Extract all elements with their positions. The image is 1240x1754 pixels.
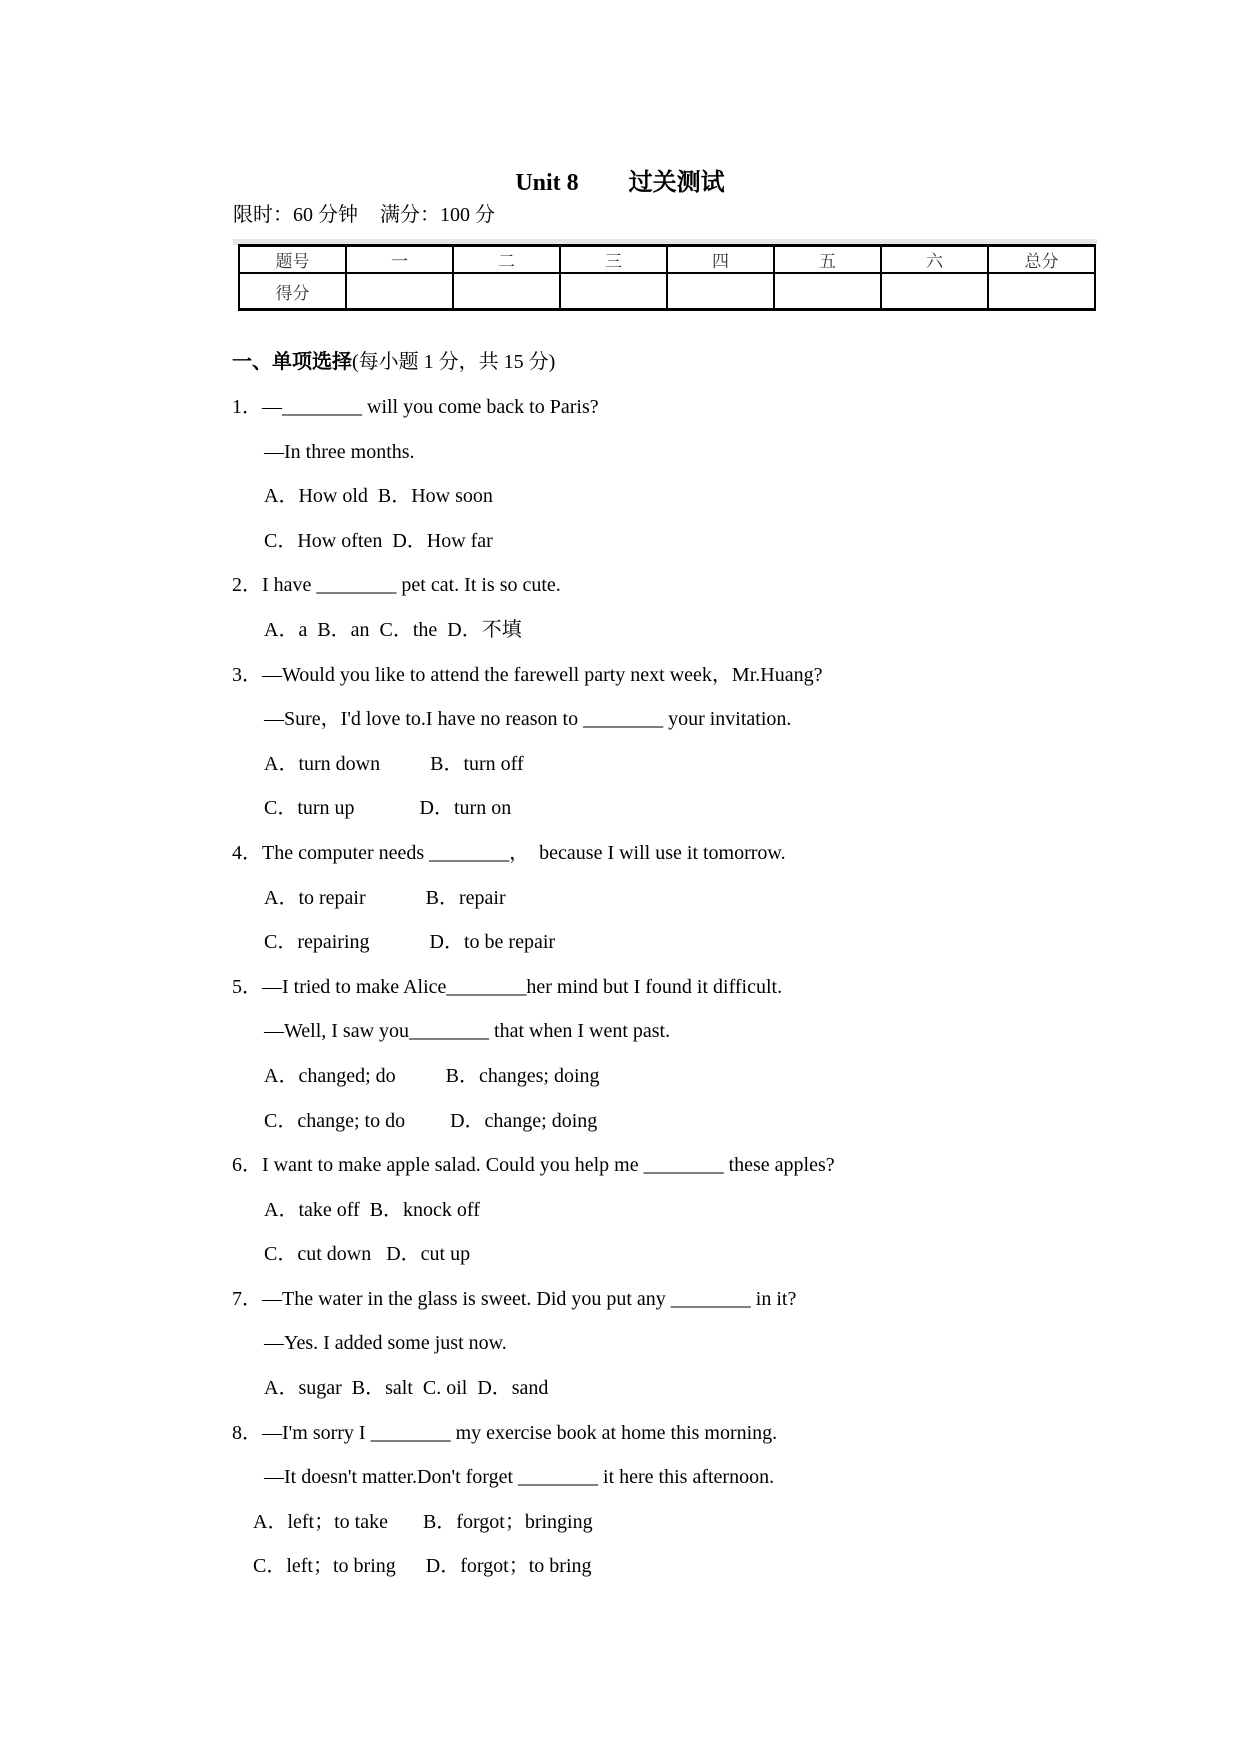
time-limit: 限时：60 分钟 <box>233 204 358 226</box>
score-input-cell[interactable] <box>453 273 560 310</box>
score-table <box>238 244 1096 311</box>
question-5-options-cd: C．change; to do D．change; doing <box>264 1109 598 1132</box>
section-heading-title: 一、单项选择 <box>232 351 352 373</box>
score-cell-header: 总分 <box>988 246 1095 274</box>
score-cell-header: 六 <box>881 246 988 274</box>
question-2-stem: 2．I have ________ pet cat. It is so cute. <box>232 574 561 597</box>
test-title: 过关测试 <box>628 170 725 196</box>
question-1-options-cd: C．How often D．How far <box>264 529 493 552</box>
score-cell-header: 二 <box>453 246 560 274</box>
score-table-score-row <box>239 273 1095 310</box>
score-table-header-row <box>239 246 1095 274</box>
question-3-options-cd: C．turn up D．turn on <box>264 797 512 820</box>
question-8-options-ab: A．left；to take B．forgot；bringing <box>253 1510 593 1533</box>
question-7-reply: —Yes. I added some just now. <box>264 1332 507 1355</box>
question-3-reply: —Sure，I'd love to.I have no reason to ________ your invitation. <box>264 708 792 731</box>
score-input-cell[interactable] <box>774 273 881 310</box>
question-8-stem: 8．—I'm sorry I ________ my exercise book at home this morning. <box>232 1421 778 1444</box>
question-1-reply: —In three months. <box>264 440 415 463</box>
question-3-options-ab: A．turn down B．turn off <box>264 752 524 775</box>
score-input-cell[interactable] <box>667 273 774 310</box>
full-score: 满分：100 分 <box>380 204 495 226</box>
score-cell-header: 题号 <box>239 246 346 274</box>
score-input-cell[interactable] <box>988 273 1095 310</box>
question-5-stem: 5．—I tried to make Alice________her mind but I found it difficult. <box>232 975 783 998</box>
question-3-stem: 3．—Would you like to attend the farewell party next week，Mr.Huang? <box>232 663 823 686</box>
score-cell-header: 一 <box>346 246 453 274</box>
question-8-reply: —It doesn't matter.Don't forget ________ it here this afternoon. <box>264 1466 775 1489</box>
question-5-reply: —Well, I saw you________ that when I went past. <box>264 1020 671 1043</box>
score-input-cell[interactable] <box>560 273 667 310</box>
question-6-options-ab: A．take off B．knock off <box>264 1198 480 1221</box>
unit-label: Unit 8 <box>515 170 579 196</box>
page-title <box>0 162 1240 197</box>
score-input-cell[interactable] <box>881 273 988 310</box>
question-5-options-ab: A．changed; do B．changes; doing <box>264 1064 600 1087</box>
question-4-options-ab: A．to repair B．repair <box>264 886 506 909</box>
question-4-options-cd: C．repairing D．to be repair <box>264 931 556 954</box>
score-cell-header: 三 <box>560 246 667 274</box>
section-heading <box>232 348 835 376</box>
score-row-label: 得分 <box>239 273 346 310</box>
section-heading-note: (每小题 1 分，共 15 分) <box>352 351 556 373</box>
question-1-stem: 1．—________ will you come back to Paris? <box>232 396 599 418</box>
question-1-options-ab: A．How old B．How soon <box>264 485 493 508</box>
score-cell-header: 四 <box>667 246 774 274</box>
question-4-stem: 4．The computer needs ________， because I will use it tomorrow. <box>232 841 786 864</box>
score-cell-header: 五 <box>774 246 881 274</box>
score-input-cell[interactable] <box>346 273 453 310</box>
question-7-options: A．sugar B．salt C. oil D．sand <box>264 1377 549 1400</box>
question-7-stem: 7．—The water in the glass is sweet. Did you put any ________ in it? <box>232 1287 797 1310</box>
question-8-options-cd: C．left；to bring D．forgot；to bring <box>253 1555 592 1578</box>
question-section <box>232 348 835 1597</box>
question-6-stem: 6．I want to make apple salad. Could you help me ________ these apples? <box>232 1154 835 1177</box>
question-2-options: A．a B．an C．the D．不填 <box>264 618 522 641</box>
question-6-options-cd: C．cut down D．cut up <box>264 1243 471 1266</box>
exam-info <box>233 198 495 227</box>
